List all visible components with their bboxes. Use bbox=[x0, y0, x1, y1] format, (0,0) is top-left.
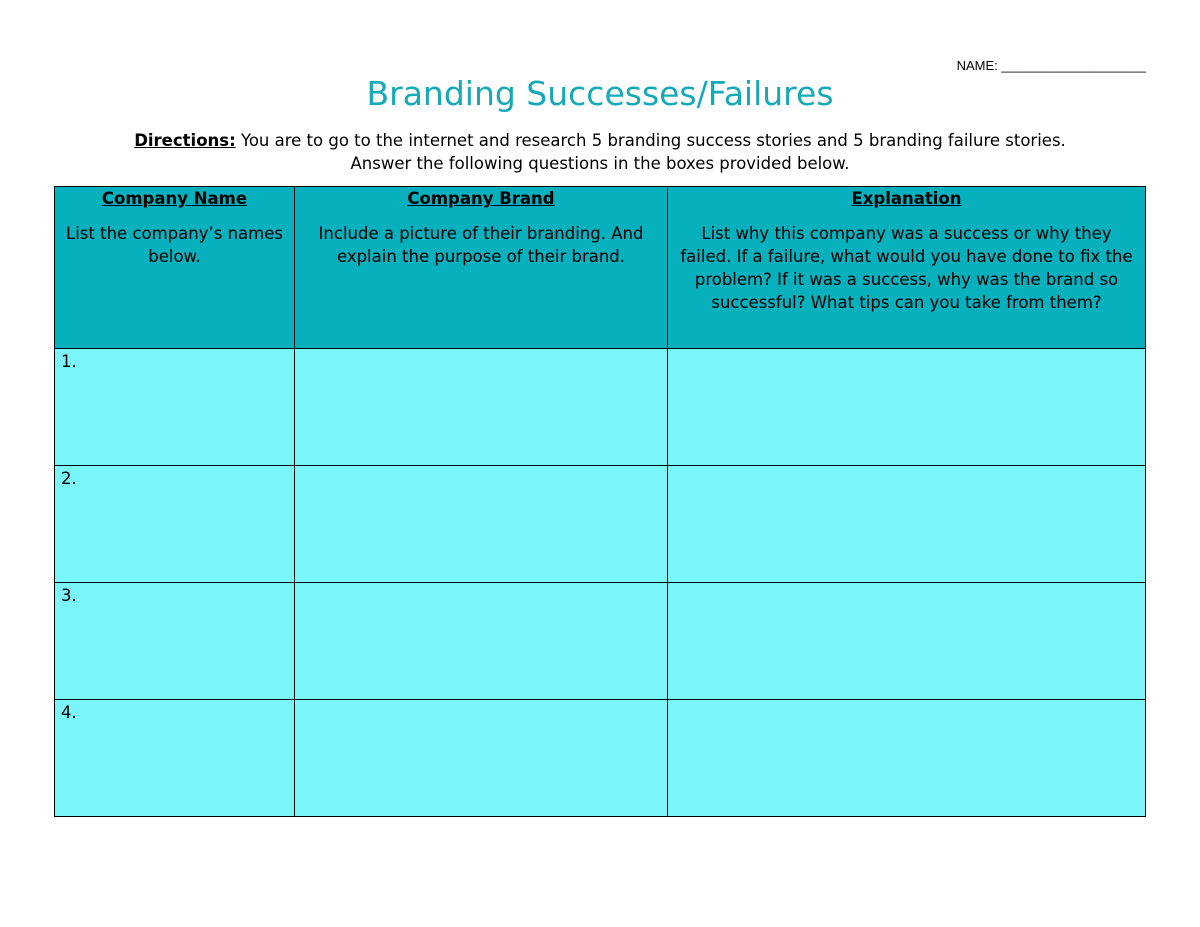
explanation-cell[interactable] bbox=[668, 700, 1146, 817]
page-title: Branding Successes/Failures bbox=[366, 74, 834, 113]
explanation-cell[interactable] bbox=[668, 466, 1146, 583]
company-name-cell[interactable] bbox=[55, 583, 295, 700]
column-description: Include a picture of their branding. And explain the purpose of their brand. bbox=[318, 224, 644, 266]
branding-table bbox=[54, 186, 1146, 817]
directions-line-1 bbox=[0, 129, 1200, 152]
row-number: 2. bbox=[61, 469, 77, 488]
column-description: List the company’s names below. bbox=[66, 224, 283, 266]
directions-text-1: You are to go to the internet and research 5 branding success stories and 5 branding failure stories. bbox=[235, 131, 1066, 150]
column-header-company-name bbox=[55, 187, 295, 349]
table-row bbox=[55, 349, 1146, 466]
directions-line-2: Answer the following questions in the boxes provided below. bbox=[350, 154, 850, 173]
name-field-line[interactable]: NAME: ____________________ bbox=[956, 58, 1146, 73]
directions-block bbox=[0, 129, 1200, 175]
explanation-cell[interactable] bbox=[668, 583, 1146, 700]
table-row bbox=[55, 466, 1146, 583]
company-name-cell[interactable] bbox=[55, 349, 295, 466]
directions-label: Directions: bbox=[134, 131, 236, 150]
company-brand-cell[interactable] bbox=[295, 700, 668, 817]
header-row bbox=[55, 187, 1146, 349]
row-number: 1. bbox=[61, 352, 77, 371]
row-number: 4. bbox=[61, 703, 77, 722]
company-name-cell[interactable] bbox=[55, 700, 295, 817]
row-number: 3. bbox=[61, 586, 77, 605]
table-row bbox=[55, 583, 1146, 700]
table-row bbox=[55, 700, 1146, 817]
column-title: Explanation bbox=[851, 189, 962, 208]
column-title: Company Name bbox=[101, 189, 248, 208]
column-header-explanation bbox=[668, 187, 1146, 349]
explanation-cell[interactable] bbox=[668, 349, 1146, 466]
column-description: List why this company was a success or why they failed. If a failure, what would you have done to fix the problem? If it was a success, why was the brand so successful? What tips can you take from them? bbox=[680, 224, 1133, 312]
company-brand-cell[interactable] bbox=[295, 349, 668, 466]
column-title: Company Brand bbox=[407, 189, 555, 208]
company-name-cell[interactable] bbox=[55, 466, 295, 583]
company-brand-cell[interactable] bbox=[295, 466, 668, 583]
company-brand-cell[interactable] bbox=[295, 583, 668, 700]
column-header-company-brand bbox=[295, 187, 668, 349]
